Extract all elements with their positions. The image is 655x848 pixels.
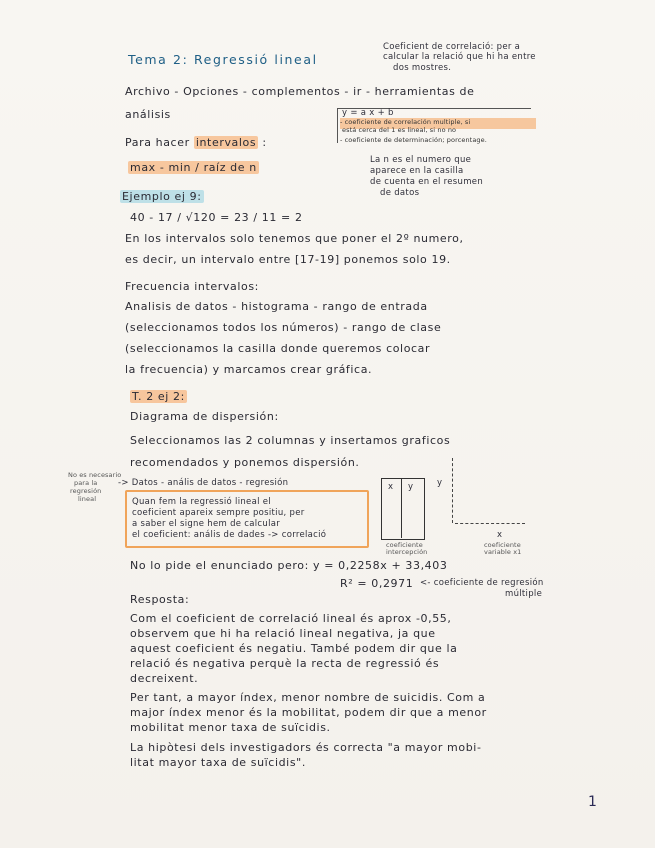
note-top-line-1: Coeficient de correlació: per a bbox=[383, 42, 521, 52]
formula-box-line-2: - coeficiente de correlación multiple, si bbox=[340, 118, 471, 126]
side-note-line-4: lineal bbox=[78, 495, 97, 503]
spreadsheet-column-divider bbox=[401, 478, 402, 538]
intervals-highlight: intervalos bbox=[195, 136, 257, 149]
page-title: Tema 2: Regressió lineal bbox=[128, 52, 318, 67]
orange-box-line-1: Quan fem la regressió lineal el bbox=[132, 497, 271, 507]
resposta-p3-line-1: La hipòtesi dels investigadors és correcta "a mayor mobi- bbox=[130, 741, 482, 754]
menu-path-line-2: análisis bbox=[125, 108, 171, 121]
formula-box-line-1: y = a x + b bbox=[342, 108, 394, 118]
orange-box-line-3: a saber el signe hem de calcular bbox=[132, 519, 281, 529]
resposta-p1-line-5: decreixent. bbox=[130, 672, 199, 685]
orange-box-line-4: el coeficient: anális de dades -> correlació bbox=[132, 530, 327, 540]
menu-path-line-1: Archivo - Opciones - complementos - ir - herramientas de bbox=[125, 85, 475, 98]
intervals-text-line-2: es decir, un intervalo entre [17-19] ponemos solo 19. bbox=[125, 253, 451, 266]
resposta-p2-line-2: major índex menor és la mobilitat, podem dir que a menor bbox=[130, 706, 487, 719]
intervals-label bbox=[125, 136, 267, 149]
r-squared-note-line-2: múltiple bbox=[505, 589, 543, 599]
orange-box-line-2: coeficient apareix sempre positiu, per bbox=[132, 508, 305, 518]
n-note-line-1: La n es el numero que bbox=[370, 155, 472, 165]
resposta-p1-line-3: aquest coeficient és negatiu. També podem dir que la bbox=[130, 642, 458, 655]
formula-box-line-4: - coeficiente de determinación; porcentage. bbox=[340, 136, 487, 144]
n-note-line-2: aparece en la casilla bbox=[370, 166, 464, 176]
coef-label-1-line-1: coeficiente bbox=[386, 541, 423, 549]
example-calculation: 40 - 17 / √120 = 23 / 11 = 2 bbox=[130, 211, 303, 224]
note-top-line-3: dos mostres. bbox=[393, 63, 452, 73]
diagram-y-label: y bbox=[408, 482, 414, 492]
coef-label-2-line-1: coeficiente bbox=[484, 541, 521, 549]
r-squared-note-line-1: <- coeficiente de regresión bbox=[420, 578, 544, 588]
freq-text-line-2: (seleccionamos todos los números) - rango de clase bbox=[125, 321, 442, 334]
coef-label-2-line-2: variable x1 bbox=[484, 548, 522, 556]
resposta-p1-line-1: Com el coeficient de correlació lineal és aprox -0,55, bbox=[130, 612, 452, 625]
diagram-x-label: x bbox=[388, 482, 394, 492]
resposta-title: Resposta: bbox=[130, 593, 190, 606]
note-top-line-2: calcular la relació que hi ha entre bbox=[383, 52, 536, 62]
intervals-colon: : bbox=[262, 136, 267, 149]
freq-text-line-1: Analisis de datos - histograma - rango de entrada bbox=[125, 300, 428, 313]
regression-path: -> Datos - anális de datos - regresión bbox=[118, 478, 289, 488]
r-squared-line: R² = 0,2971 bbox=[340, 577, 414, 590]
intervals-label-text: Para hacer bbox=[125, 136, 190, 149]
dispersion-text-line-2: recomendados y ponemos dispersión. bbox=[130, 456, 360, 469]
equation-line: No lo pide el enunciado pero: y = 0,2258x + 33,403 bbox=[130, 559, 448, 572]
resposta-p2-line-3: mobilitat menor taxa de suïcidis. bbox=[130, 721, 331, 734]
page-number: 1 bbox=[588, 794, 597, 810]
n-note-line-3: de cuenta en el resumen bbox=[370, 177, 484, 187]
freq-text-line-4: la frecuencia) y marcamos crear gráfica. bbox=[125, 363, 373, 376]
diagram-x-axis-label: x bbox=[497, 530, 503, 540]
diagram-y-axis-label: y bbox=[437, 478, 443, 488]
resposta-p1-line-4: relació és negativa perquè la recta de regressió és bbox=[130, 657, 440, 670]
dispersion-title: Diagrama de dispersión: bbox=[130, 410, 279, 423]
intervals-text-line-1: En los intervalos solo tenemos que poner el 2º numero, bbox=[125, 232, 464, 245]
side-note-line-1: No es necesario bbox=[68, 471, 122, 479]
example-title: Ejemplo ej 9: bbox=[122, 190, 202, 203]
dispersion-text-line-1: Seleccionamos las 2 columnas y insertamos graficos bbox=[130, 434, 451, 447]
side-note-line-2: para la bbox=[74, 479, 98, 487]
coef-label-1-line-2: intercepción bbox=[386, 548, 428, 556]
resposta-p1-line-2: observem que hi ha relació lineal negativa, ja que bbox=[130, 627, 436, 640]
section-title: T. 2 ej 2: bbox=[132, 390, 185, 403]
interval-formula: max - min / raíz de n bbox=[130, 161, 257, 174]
n-note-line-4: de datos bbox=[380, 188, 420, 198]
diagram-x-axis bbox=[455, 523, 525, 524]
resposta-p3-line-2: litat mayor taxa de suïcidis". bbox=[130, 756, 306, 769]
side-note-line-3: regresión bbox=[70, 487, 102, 495]
freq-title: Frecuencia intervalos: bbox=[125, 280, 259, 293]
formula-box-line-3: está cerca del 1 es lineal, si no no bbox=[342, 126, 457, 134]
freq-text-line-3: (seleccionamos la casilla donde queremos colocar bbox=[125, 342, 431, 355]
resposta-p2-line-1: Per tant, a mayor índex, menor nombre de suicidis. Com a bbox=[130, 691, 486, 704]
diagram-y-axis bbox=[452, 458, 453, 523]
